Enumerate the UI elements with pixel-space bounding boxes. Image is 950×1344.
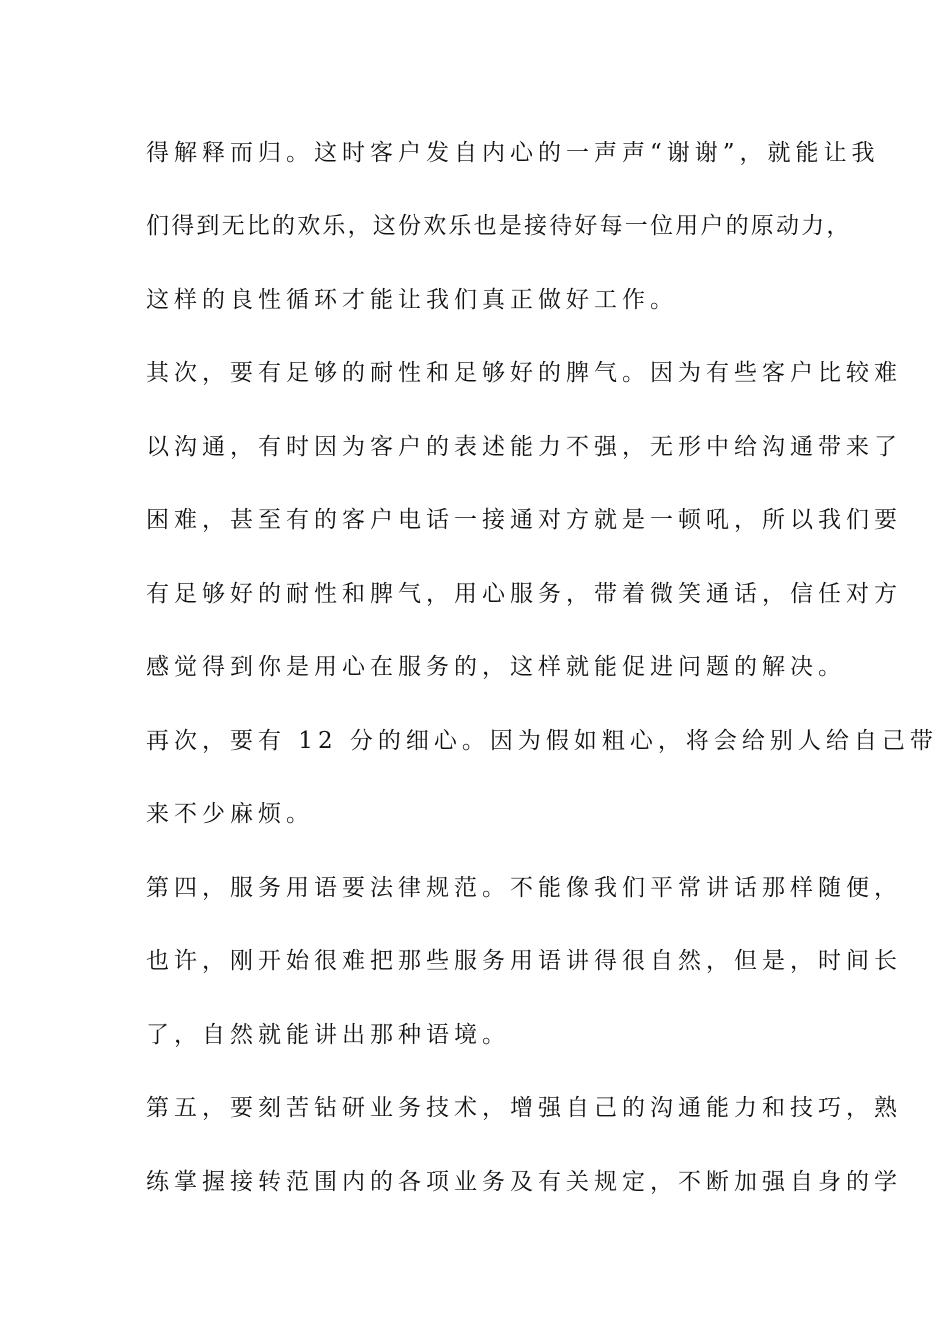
- text-line: 再次，要有 12 分的细心。因为假如粗心，将会给别人给自己带: [146, 728, 938, 754]
- text-line: 困难，甚至有的客户电话一接通对方就是一顿吼，所以我们要: [146, 507, 902, 533]
- text-line: 了，自然就能讲出那种语境。: [146, 1022, 510, 1048]
- text-line: 练掌握接转范围内的各项业务及有关规定，不断加强自身的学: [146, 1169, 902, 1195]
- text-line: 这样的良性循环才能让我们真正做好工作。: [146, 287, 678, 313]
- text-line: 第四，服务用语要法律规范。不能像我们平常讲话那样随便，: [146, 875, 902, 901]
- text-line: 有足够好的耐性和脾气，用心服务，带着微笑通话，信任对方: [146, 581, 902, 607]
- text-line: 来不少麻烦。: [146, 801, 314, 827]
- text-line: 得解释而归。这时客户发自内心的一声声“谢谢”，就能让我: [146, 140, 880, 166]
- text-line: 第五，要刻苦钻研业务技术，增强自己的沟通能力和技巧，熟: [146, 1095, 902, 1121]
- text-line: 以沟通，有时因为客户的表述能力不强，无形中给沟通带来了: [146, 434, 902, 460]
- text-line: 们得到无比的欢乐，这份欢乐也是接待好每一位用户的原动力，: [146, 213, 852, 239]
- text-line: 其次，要有足够的耐性和足够好的脾气。因为有些客户比较难: [146, 360, 902, 386]
- text-line: 感觉得到你是用心在服务的，这样就能促进问题的解决。: [146, 654, 846, 680]
- text-line: 也许，刚开始很难把那些服务用语讲得很自然，但是，时间长: [146, 948, 902, 974]
